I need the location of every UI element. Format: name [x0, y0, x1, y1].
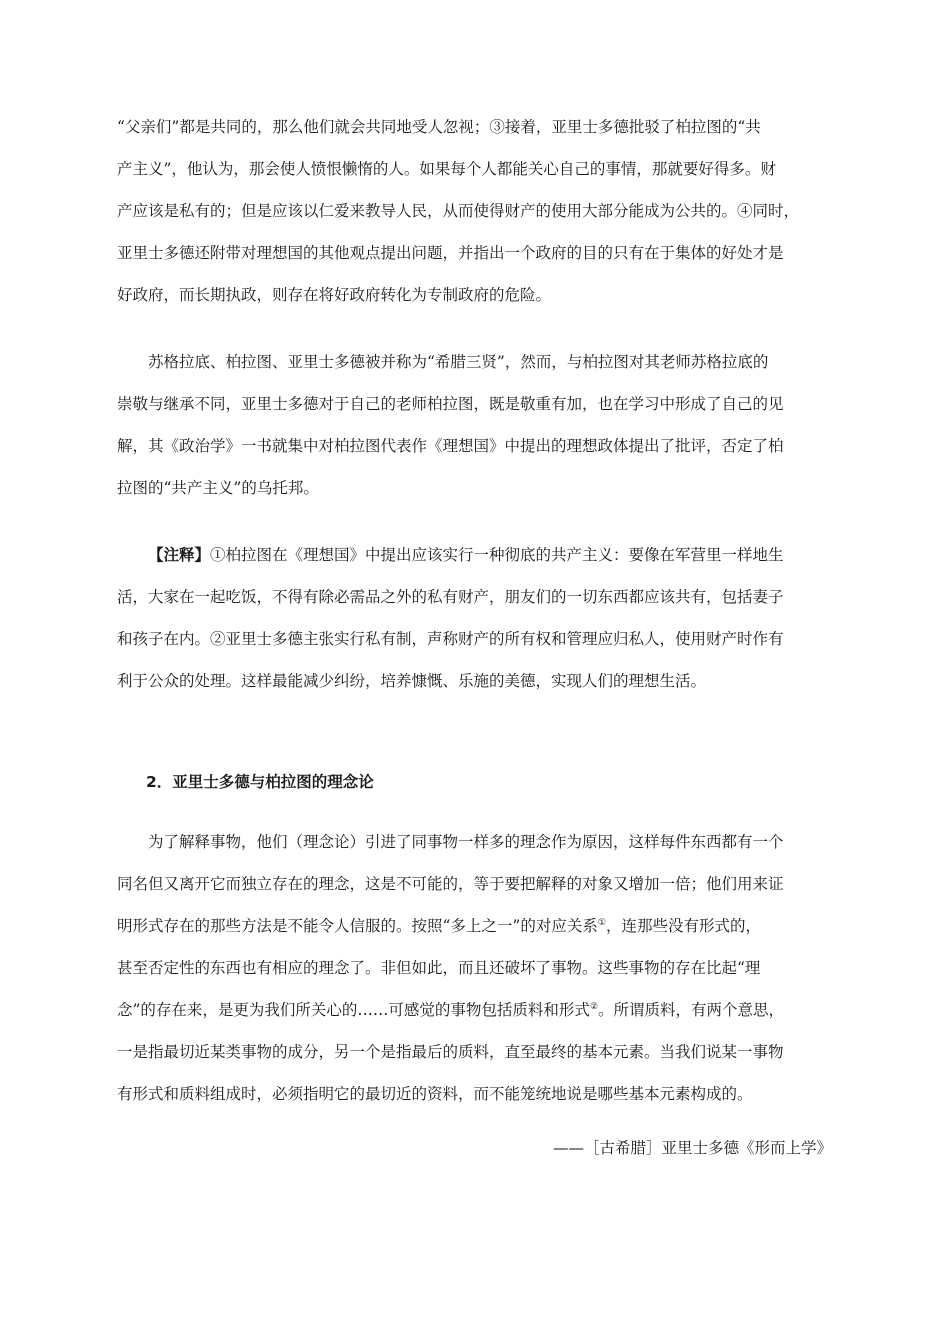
paragraph-metaphysics-quote: [117, 821, 835, 1115]
section-heading: 2．亚里士多德与柏拉图的理念论: [146, 773, 374, 791]
text-line: 活，大家在一起吃饭，不得有除必需品之外的私有财产，朋友们的一切东西都应该共有，包括妻子: [117, 588, 784, 606]
text-line: 好政府，而长期执政，则存在将好政府转化为专制政府的危险。: [117, 286, 552, 304]
note-label: 【注释】: [148, 546, 211, 564]
text-fragment: 。所谓质料，有两个意思，: [598, 1001, 785, 1019]
text-line: 亚里士多德还附带对理想国的其他观点提出问题，并指出一个政府的目的只有在于集体的好处才是: [117, 244, 784, 262]
footnote-marker: ①: [597, 917, 606, 928]
text-line: 崇敬与继承不同，亚里士多德对于自己的老师柏拉图，既是敬重有加，也在学习中形成了自己的见: [117, 395, 784, 413]
footnote-marker: ②: [589, 1001, 599, 1012]
text-line: 为了解释事物，他们（理念论）引进了同事物一样多的理念作为原因，这样每件东西都有一个: [148, 833, 784, 851]
paragraph-aristotle-critique: [117, 106, 835, 316]
text-line: [117, 989, 835, 1031]
text-line: [117, 534, 835, 576]
text-line: 一是指最切近某类事物的成分，另一个是指最后的质料，直至最终的基本元素。当我们说某一事物: [117, 1043, 784, 1061]
annotation-note: [117, 534, 835, 702]
paragraph-three-sages: [117, 341, 835, 509]
text-line: 利于公众的处理。这样最能减少纠纷，培养慷慨、乐施的美德，实现人们的理想生活。: [117, 672, 707, 690]
text-line: [117, 905, 835, 947]
text-line: 和孩子在内。②亚里士多德主张实行私有制，声称财产的所有权和管理应归私人，使用财产时作有: [117, 630, 784, 648]
text-line: 拉图的“共产主义”的乌托邦。: [117, 479, 319, 497]
text-line: 苏格拉底、柏拉图、亚里士多德被并称为“希腊三贤”，然而，与柏拉图对其老师苏格拉底的: [148, 353, 769, 371]
text-fragment: ，连那些没有形式的，: [605, 917, 761, 935]
source-citation: ——［古希腊］亚里士多德《形而上学》: [552, 1139, 832, 1157]
text-fragment: 念”的存在来，是更为我们所关心的……可感觉的事物包括质料和形式: [117, 1001, 590, 1019]
text-line: 解，其《政治学》一书就集中对柏拉图代表作《理想国》中提出的理想政体提出了批评，否定了柏: [117, 437, 784, 455]
text-line: 产应该是私有的；但是应该以仁爱来教导人民，从而使得财产的使用大部分能成为公共的。④同时，: [117, 202, 800, 220]
text-line: 有形式和质料组成时，必须指明它的最切近的资料，而不能笼统地说是哪些基本元素构成的。: [117, 1085, 753, 1103]
text-line: 产主义”，他认为，那会使人愤恨懒惰的人。如果每个人都能关心自己的事情，那就要好得多。财: [117, 160, 776, 178]
text-line: “父亲们”都是共同的，那么他们就会共同地受人忽视；③接着，亚里士多德批驳了柏拉图的“共: [117, 118, 761, 136]
text-fragment: 明形式存在的那些方法是不能令人信服的。按照“多上之一”的对应关系: [117, 917, 598, 935]
text-line: 同名但又离开它而独立存在的理念，这是不可能的，等于要把解释的对象又增加一倍；他们用来证: [117, 875, 784, 893]
note-text: ①柏拉图在《理想国》中提出应该实行一种彻底的共产主义：要像在军营里一样地生: [210, 546, 784, 564]
text-line: 甚至否定性的东西也有相应的理念了。非但如此，而且还破坏了事物。这些事物的存在比起“理: [117, 959, 761, 977]
